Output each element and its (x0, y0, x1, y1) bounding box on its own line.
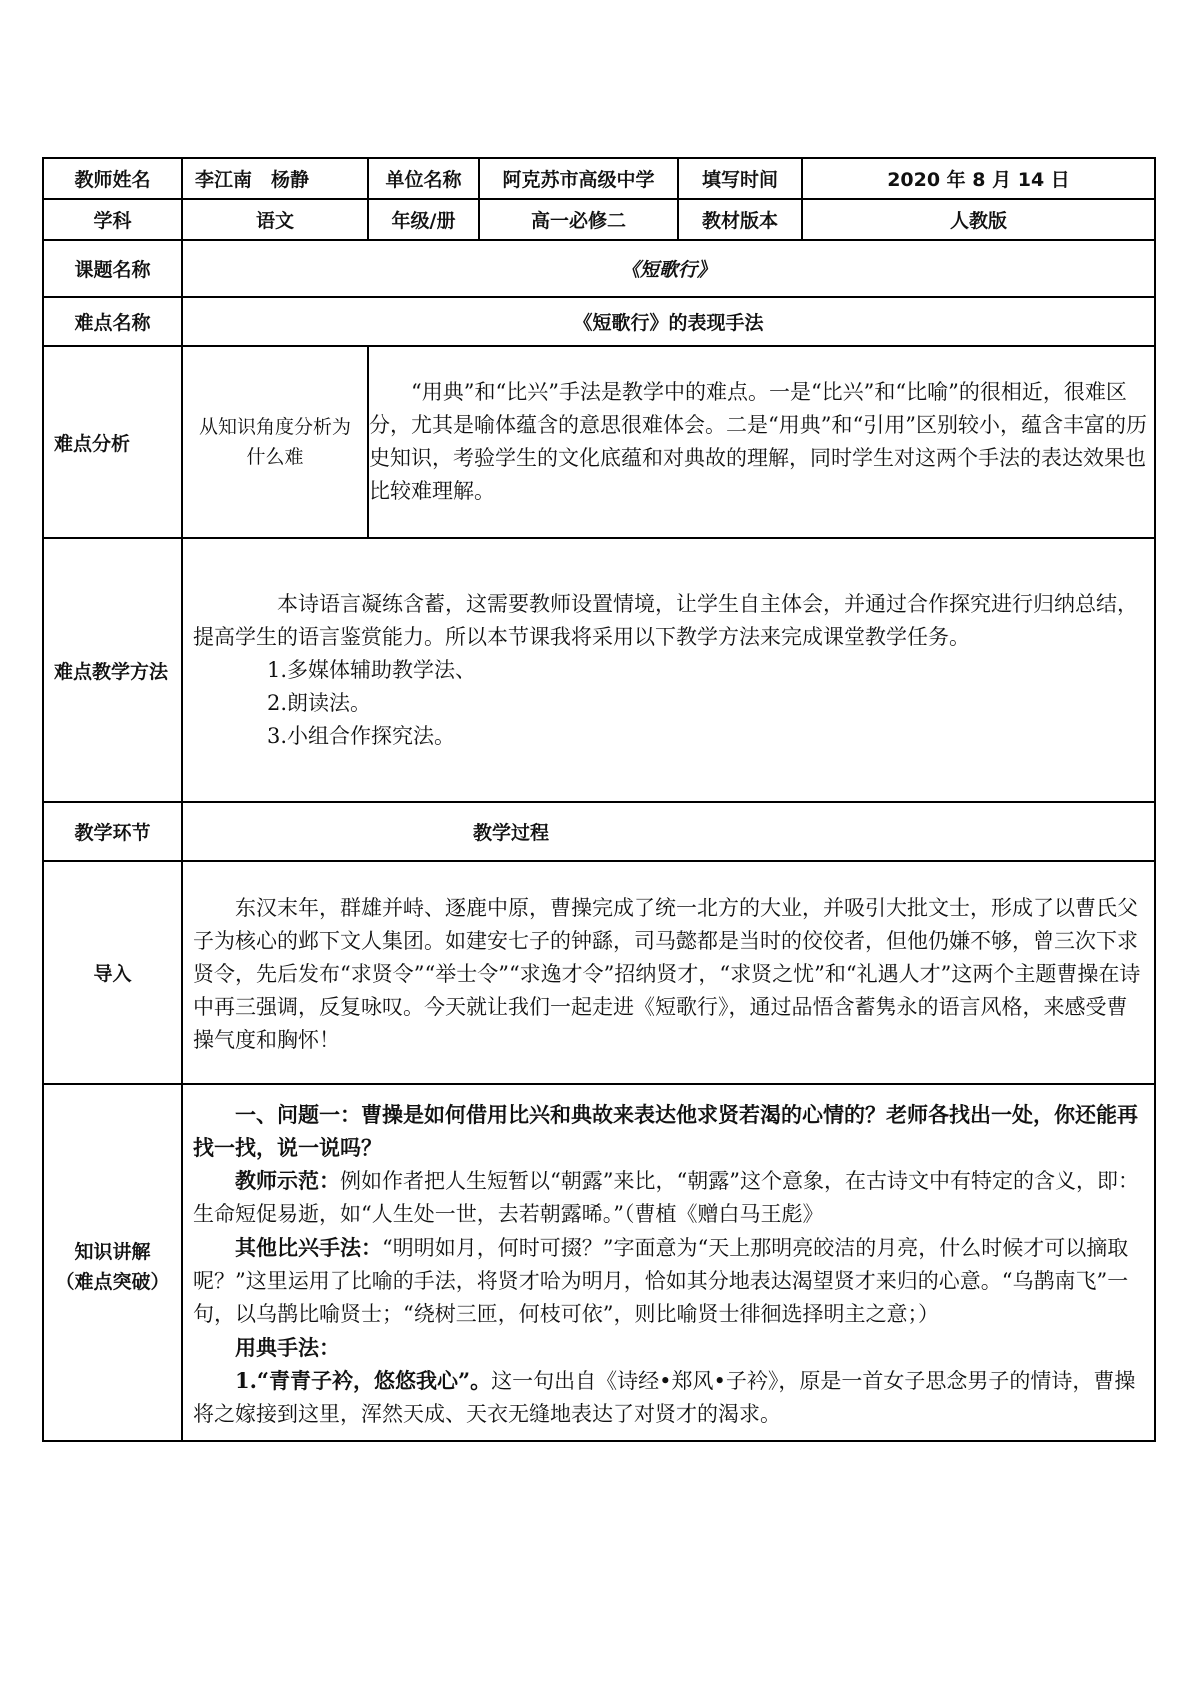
allusion-label: 用典手法： (235, 1335, 340, 1360)
other-text: “明明如月，何时可掇？”字面意为“天上那明亮皎洁的月亮，什么时候才可以摘取呢？”这里运用了比喻的手法，将贤才哈为明月，恰如其分地表达渴望贤才来归的心意。“乌鹊南飞”一句，以乌鹊比喻贤士；“绕树三匝，何枝可依”，则比喻贤士徘徊选择明主之意；） (193, 1236, 1129, 1326)
analysis-label: 难点分析 (43, 346, 182, 538)
method-intro: 本诗语言凝练含蓄，这需要教师设置情境，让学生自主体会，并通过合作探究进行归纳总结，提高学生的语言鉴赏能力。所以本节课我将采用以下教学方法来完成课堂教学任务。 (193, 591, 1138, 649)
unit-value: 阿克苏市高级中学 (479, 158, 678, 199)
subject-value: 语文 (182, 199, 368, 240)
method-item-2: 2.朗读法。 (267, 690, 372, 715)
method-content (182, 538, 1155, 802)
analysis-sub-label: 从知识角度分析为什么难 (182, 346, 368, 538)
method-item-1: 1.多媒体辅助教学法、 (267, 657, 477, 682)
method-item-3: 3.小组合作探究法。 (267, 723, 456, 748)
knowledge-demo (183, 1164, 1154, 1231)
edition-label: 教材版本 (678, 199, 802, 240)
method-row (43, 538, 1155, 802)
teacher-value: 李江南 杨静 (182, 158, 368, 199)
method-label: 难点教学方法 (43, 538, 182, 802)
knowledge-label-line1: 知识讲解 (74, 1240, 151, 1263)
lesson-form-table (42, 157, 1156, 1442)
knowledge-content (182, 1084, 1155, 1441)
date-value: 2020 年 8 月 14 日 (802, 158, 1155, 199)
demo-text: 例如作者把人生短暂以“朝露”来比，“朝露”这个意象，在古诗文中有特定的含义，即：生命短促易逝，如“人生处一世，去若朝露晞。”（曹植《赠白马王彪》 (193, 1169, 1139, 1226)
process-label: 教学环节 (43, 802, 182, 861)
difficulty-row (43, 297, 1155, 346)
knowledge-question: 一、问题一：曹操是如何借用比兴和典故来表达他求贤若渴的心情的？老师各找出一处，你还能再找一找，说一说吗？ (193, 1102, 1138, 1160)
item1-text: 这一句出自《诗经•郑风•子衿》，原是一首女子思念男子的情诗，曹操将之嫁接到这里，浑然天成、天衣无缝地表达了对贤才的渴求。 (193, 1369, 1136, 1426)
process-value: 教学过程 (182, 802, 1155, 861)
difficulty-label: 难点名称 (43, 297, 182, 346)
other-label: 其他比兴手法： (235, 1235, 382, 1260)
knowledge-item-1 (183, 1364, 1154, 1431)
difficulty-value: 《短歌行》的表现手法 (182, 297, 1155, 346)
intro-row (43, 861, 1155, 1084)
grade-value: 高一必修二 (479, 199, 678, 240)
date-label: 填写时间 (678, 158, 802, 199)
analysis-row (43, 346, 1155, 538)
intro-content (182, 861, 1155, 1084)
header-row-2 (43, 199, 1155, 240)
analysis-text: “用典”和“比兴”手法是教学中的难点。一是“比兴”和“比喻”的很相近，很难区分，尤其是喻体蕴含的意思很难体会。二是“用典”和“引用”区别较小，蕴含丰富的历史知识，考验学生的文化底蕴和对典故的理解，同时学生对这两个手法的表达效果也比较难理解。 (368, 346, 1155, 538)
grade-label: 年级/册 (368, 199, 479, 240)
intro-label: 导入 (43, 861, 182, 1084)
header-row-1 (43, 158, 1155, 199)
process-row (43, 802, 1155, 861)
topic-value: 《短歌行》 (182, 240, 1155, 297)
edition-value: 人教版 (802, 199, 1155, 240)
intro-text: 东汉末年，群雄并峙、逐鹿中原，曹操完成了统一北方的大业，并吸引大批文士，形成了以曹氏父子为核心的邺下文人集团。如建安七子的钟繇，司马懿都是当时的佼佼者，但他仍嫌不够，曾三次下求贤令，先后发布“求贤令”“举士令”“求逸才令”招纳贤才，“求贤之忧”和“礼遇人才”这两个主题曹操在诗中再三强调，反复咏叹。今天就让我们一起走进《短歌行》，通过品悟含蓄隽永的语言风格，来感受曹操气度和胸怀！ (193, 896, 1141, 1052)
item1-title: 1.“青青子衿，悠悠我心”。 (235, 1368, 492, 1393)
subject-label: 学科 (43, 199, 182, 240)
knowledge-label (43, 1084, 182, 1441)
knowledge-row (43, 1084, 1155, 1441)
demo-label: 教师示范： (235, 1168, 340, 1193)
teacher-label: 教师姓名 (43, 158, 182, 199)
unit-label: 单位名称 (368, 158, 479, 199)
knowledge-label-line2: （难点突破） (55, 1270, 170, 1293)
topic-label: 课题名称 (43, 240, 182, 297)
topic-row (43, 240, 1155, 297)
knowledge-other (183, 1231, 1154, 1331)
